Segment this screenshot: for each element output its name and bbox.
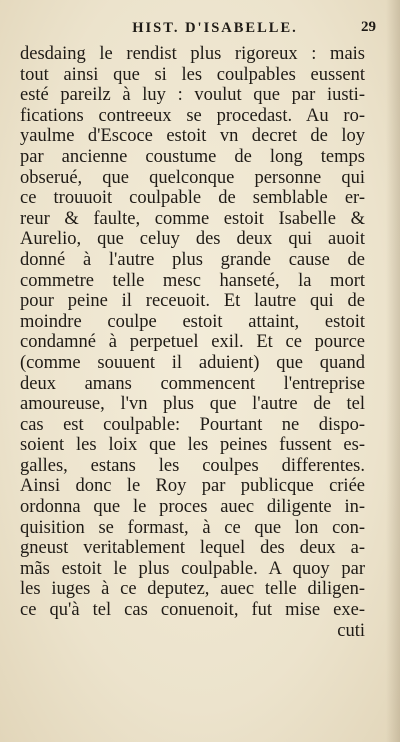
text-line: ce trouuoit coulpable de semblable er- [20, 188, 365, 209]
text-line: amoureuse, l'vn plus que l'autre de tel [20, 394, 365, 415]
running-head [80, 20, 380, 38]
text-line: esté pareilz à luy : voulut que par iusti- [20, 85, 365, 106]
text-line: les iuges à ce deputez, auec telle diligen- [20, 579, 365, 600]
text-line: reur & faulte, comme estoit Isabelle & [20, 208, 365, 229]
text-line: yaulme d'Escoce estoit vn decret de loy [20, 126, 365, 147]
text-line: (comme souuent il aduient) que quand [20, 352, 365, 373]
text-line: soient les loix que les peines fussent es- [20, 435, 365, 456]
body-text [20, 44, 365, 641]
text-line: Ainsi donc le Roy par publicque criée [20, 476, 365, 497]
text-line: Aurelio, que celuy des deux qui auoit [20, 229, 365, 250]
text-line: par ancienne coustume de long temps [20, 146, 365, 167]
text-line: ce qu'à tel cas conuenoit, fut mise exe- [20, 600, 365, 621]
text-line: cas est coulpable: Pourtant ne dispo- [20, 414, 365, 435]
text-line: pour peine il receuoit. Et lautre qui de [20, 291, 365, 312]
text-line: tout ainsi que si les coulpables eussent [20, 64, 365, 85]
text-line: donné à l'autre plus grande cause de [20, 249, 365, 270]
text-line: quisition se formast, à ce que lon con- [20, 517, 365, 538]
page-edge-shadow [386, 0, 400, 742]
text-line: galles, estans les coulpes differentes. [20, 455, 365, 476]
text-line: fications contreeux se procedast. Au ro- [20, 105, 365, 126]
text-line: obserué, que quelconque personne qui [20, 167, 365, 188]
text-line: gneust veritablement lequel des deux a- [20, 538, 365, 559]
catchword: cuti [337, 620, 365, 641]
page-number: 29 [361, 19, 376, 35]
text-line: moindre coulpe estoit attaint, estoit [20, 311, 365, 332]
text-line: desdaing le rendist plus rigoreux : mais [20, 44, 365, 64]
text-line: mãs estoit le plus coulpable. A quoy par [20, 558, 365, 579]
running-head-title: HIST. D'ISABELLE. [132, 20, 298, 36]
text-line: commetre telle mesc hanseté, la mort [20, 270, 365, 291]
text-line: deux amans commencent l'entreprise [20, 373, 365, 394]
text-line: ordonna que le proces auec diligente in- [20, 497, 365, 518]
text-line: condamné à perpetuel exil. Et ce pource [20, 332, 365, 353]
